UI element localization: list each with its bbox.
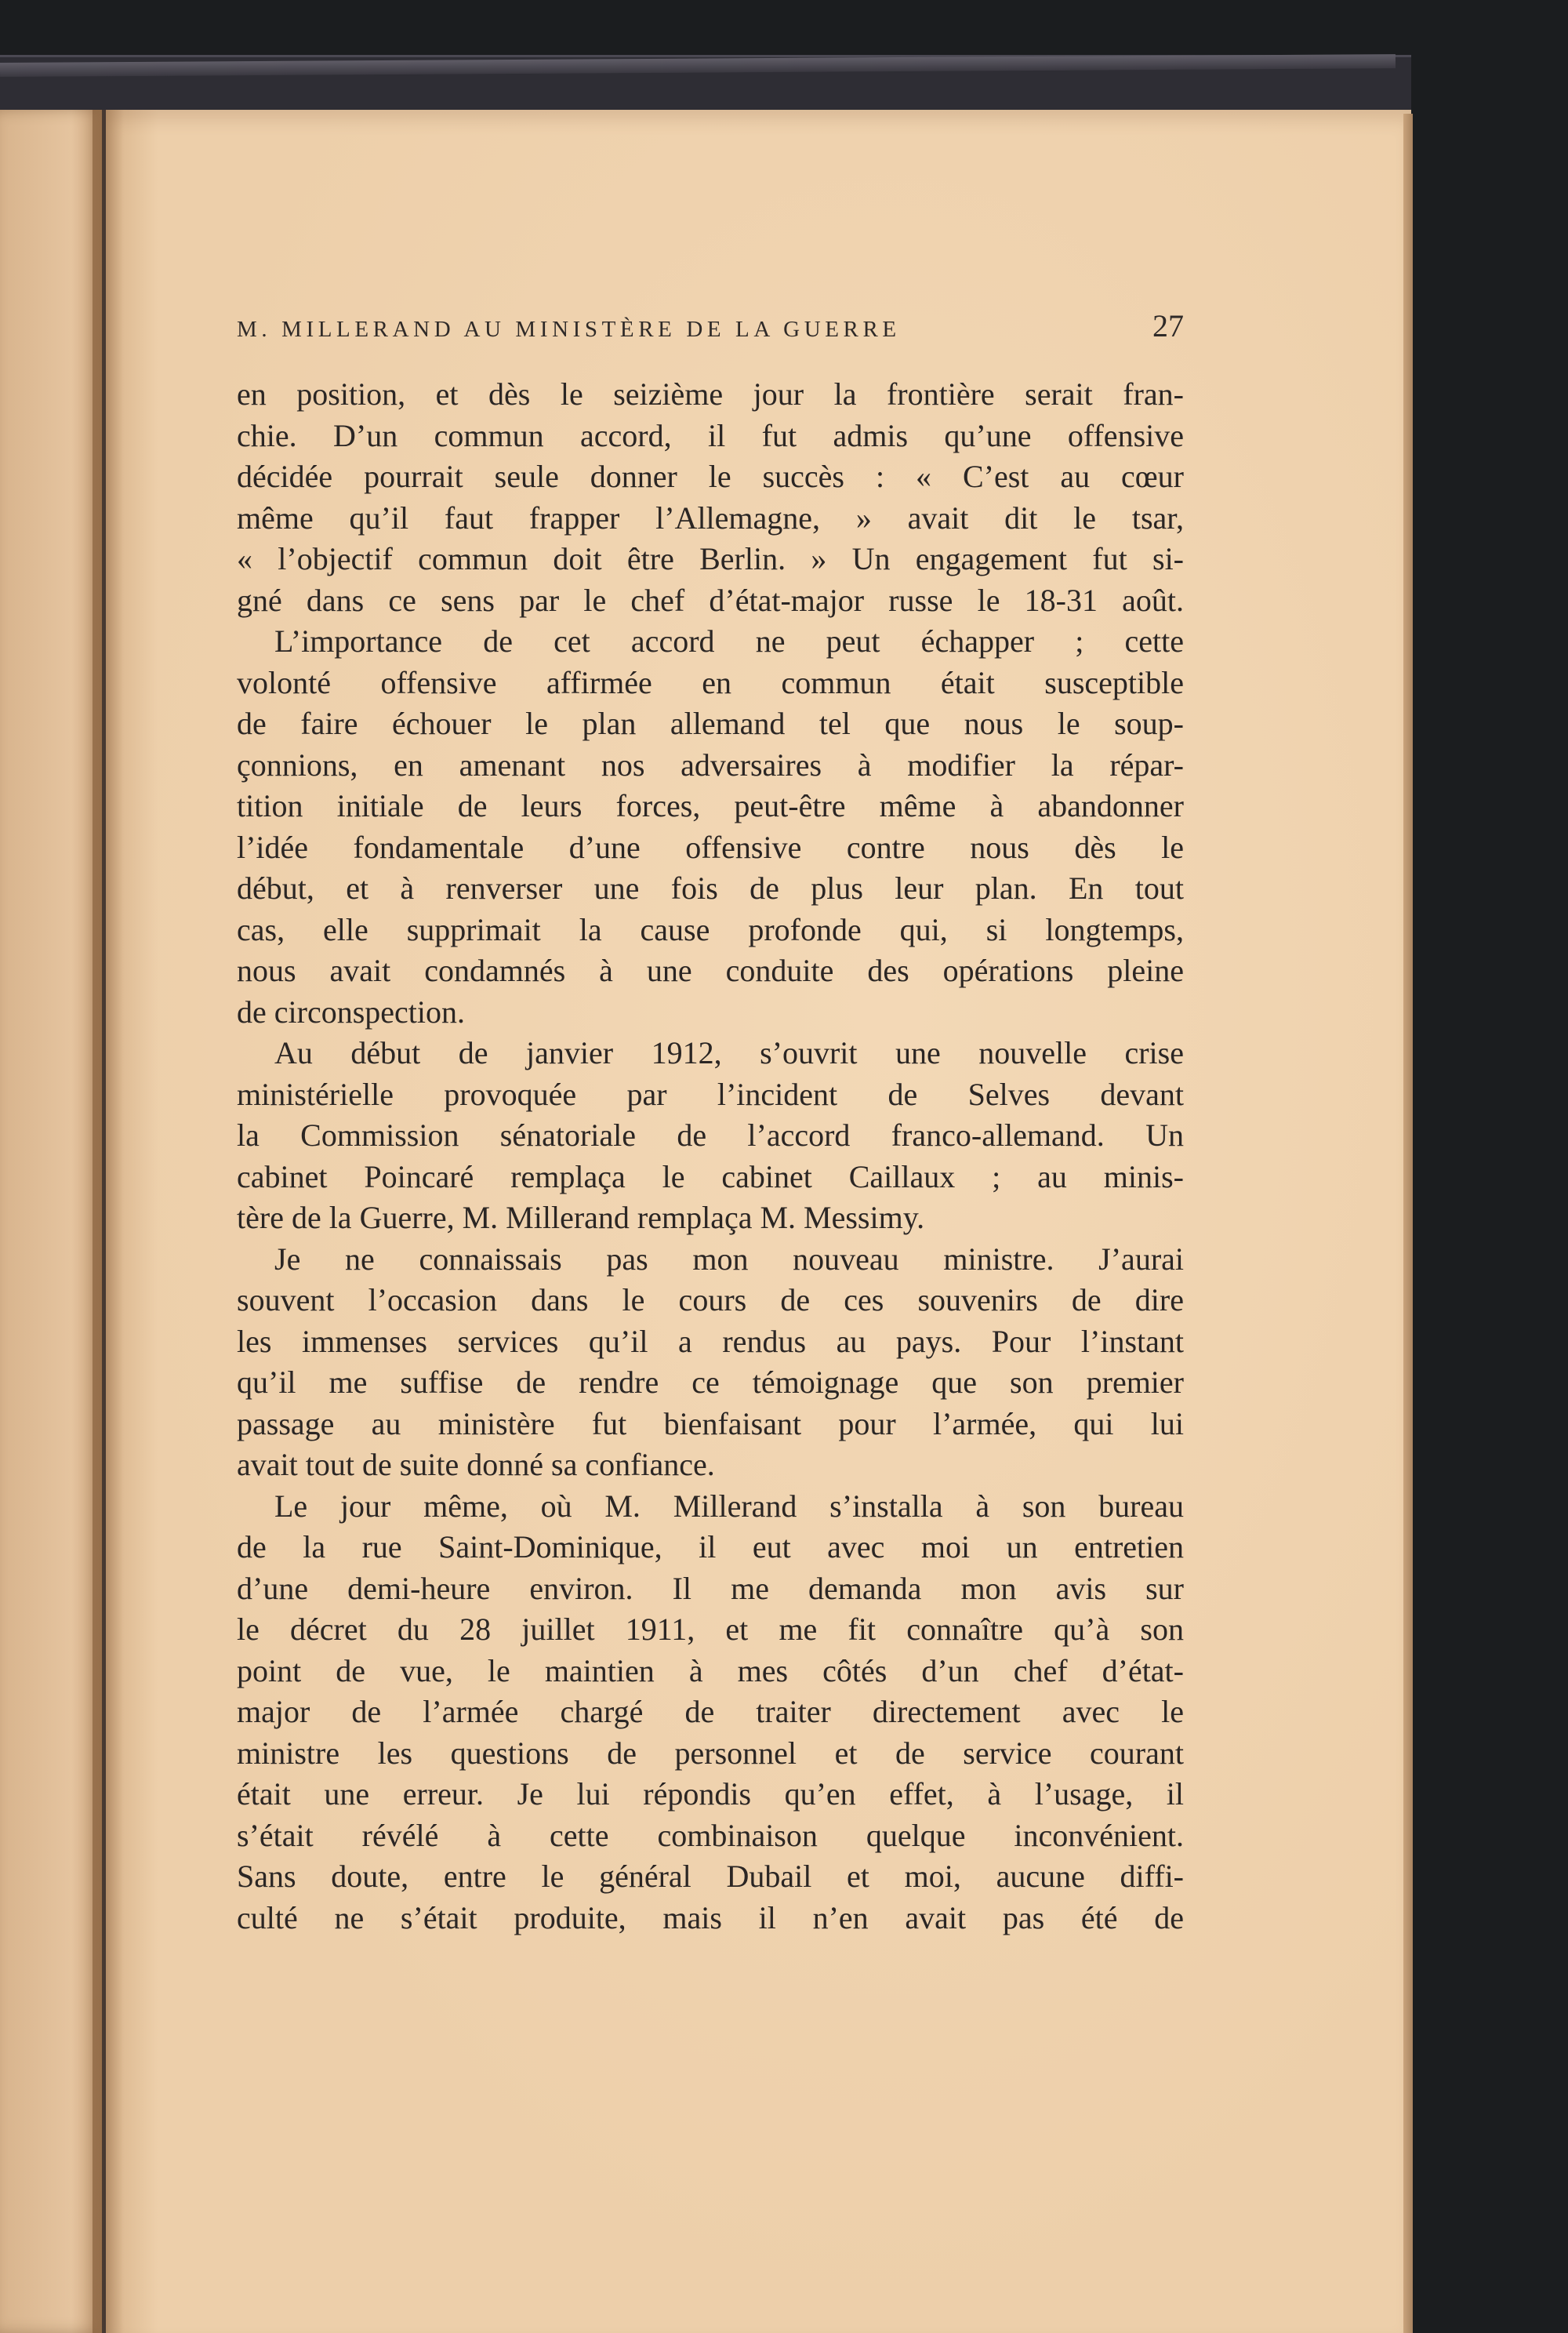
text-line: nous avait condamnés à une conduite des opérations pleine [237, 953, 1184, 988]
text-line: la Commission sénatoriale de l’accord franco-allemand. Un [237, 1117, 1184, 1153]
text-line: même qu’il faut frapper l’Allemagne, » avait dit le tsar, [237, 500, 1184, 536]
text-line: passage au ministère fut bienfaisant pour l’armée, qui lui [237, 1405, 1184, 1441]
text-line: de la rue Saint-Dominique, il eut avec moi un entretien [237, 1529, 1184, 1564]
text-line: le décret du 28 juillet 1911, et me fit connaître qu’à son [237, 1612, 1184, 1647]
page-number: 27 [1152, 308, 1184, 343]
text-line: début, et à renverser une fois de plus leur plan. En tout [237, 870, 1184, 906]
left-page-edge [0, 110, 102, 2333]
text-line: Sans doute, entre le général Dubail et moi, aucune diffi- [237, 1859, 1184, 1894]
text-line: L’importance de cet accord ne peut échapper ; cette [274, 623, 1184, 659]
text-line: volonté offensive affirmée en commun était susceptible [237, 664, 1184, 700]
text-line: souvent l’occasion dans le cours de ces souvenirs de dire [237, 1282, 1184, 1317]
text-line: culté ne s’était produite, mais il n’en avait pas été de [237, 1899, 1184, 1935]
text-line: les immenses services qu’il a rendus au pays. Pour l’instant [237, 1323, 1184, 1359]
text-line: avait tout de suite donné sa confiance. [237, 1447, 715, 1482]
text-line: chie. D’un commun accord, il fut admis qu’une offensive [237, 417, 1184, 453]
text-line: s’était révélé à cette combinaison quelque inconvénient. [237, 1817, 1184, 1853]
text-line: Le jour même, où M. Millerand s’installa à son bureau [274, 1488, 1184, 1524]
text-line: était une erreur. Je lui répondis qu’en effet, à l’usage, il [237, 1776, 1184, 1812]
text-line: Je ne connaissais pas mon nouveau ministre. J’aurai [274, 1241, 1184, 1277]
text-line: cas, elle supprimait la cause profonde qui, si longtemps, [237, 911, 1184, 947]
body-text [237, 374, 1184, 1939]
text-line: çonnions, en amenant nos adversaires à modifier la répar- [237, 747, 1184, 783]
text-line: gné dans ce sens par le chef d’état-major russe le 18-31 août. [237, 582, 1184, 618]
text-line: « l’objectif commun doit être Berlin. » Un engagement fut si- [237, 541, 1184, 576]
text-line: ministre les questions de personnel et de service courant [237, 1735, 1184, 1771]
text-line: de circonspection. [237, 994, 465, 1030]
text-line: tère de la Guerre, M. Millerand remplaça M. Messimy. [237, 1200, 925, 1235]
page-gutter [93, 110, 124, 2333]
text-line: cabinet Poincaré remplaça le cabinet Caillaux ; au minis- [237, 1158, 1184, 1194]
text-line: Au début de janvier 1912, s’ouvrit une nouvelle crise [274, 1035, 1184, 1070]
text-line: qu’il me suffise de rendre ce témoignage que son premier [237, 1365, 1184, 1400]
page-fore-edge [1403, 114, 1413, 2333]
running-head [237, 307, 1184, 351]
text-line: en position, et dès le seizième jour la frontière serait fran- [237, 376, 1184, 412]
text-line: décidée pourrait seule donner le succès : « C’est au cœur [237, 459, 1184, 494]
text-line: de faire échouer le plan allemand tel que nous le soup- [237, 706, 1184, 741]
text-line: l’idée fondamentale d’une offensive contre nous dès le [237, 829, 1184, 865]
text-line: point de vue, le maintien à mes côtés d’un chef d’état- [237, 1652, 1184, 1688]
text-line: tition initiale de leurs forces, peut-être même à abandonner [237, 788, 1184, 823]
running-head-title: M. MILLERAND AU MINISTÈRE DE LA GUERRE [237, 317, 901, 342]
text-line: major de l’armée chargé de traiter directement avec le [237, 1694, 1184, 1729]
text-line: ministérielle provoquée par l’incident de Selves devant [237, 1076, 1184, 1112]
text-line: d’une demi-heure environ. Il me demanda mon avis sur [237, 1570, 1184, 1606]
